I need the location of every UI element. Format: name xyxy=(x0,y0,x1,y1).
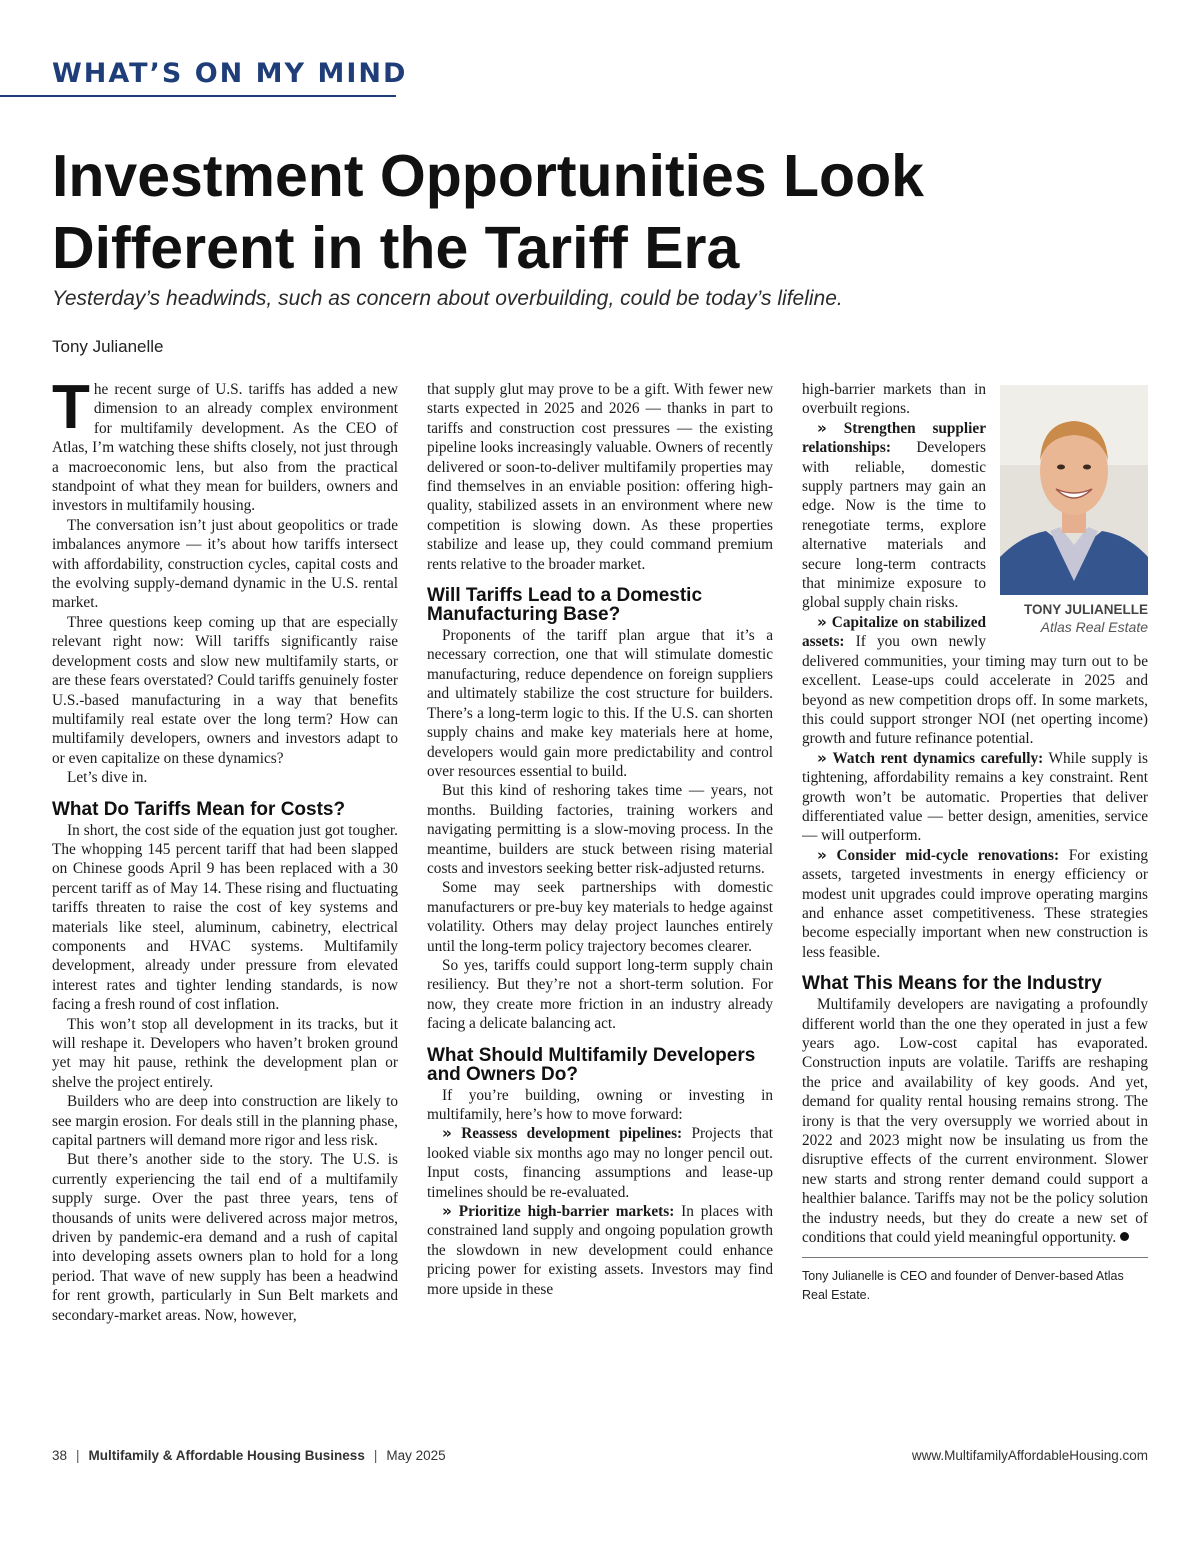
chevron-icon: » xyxy=(817,845,827,864)
chevron-icon: » xyxy=(442,1124,452,1143)
author-portrait xyxy=(1000,385,1148,595)
footer-url: www.MultifamilyAffordableHousing.com xyxy=(911,1448,1148,1463)
column-2 xyxy=(427,380,773,1299)
chevron-icon: » xyxy=(817,612,827,631)
column-3 xyxy=(802,380,1148,1305)
footer-separator: | xyxy=(373,1448,378,1463)
byline: Tony Julianelle xyxy=(52,337,164,356)
end-mark-icon xyxy=(1120,1232,1129,1241)
paragraph: Some may seek partnerships with domestic manufacturers or pre-buy key materials to hedge against volatility. Others may delay project launches entirely until the long-term policy trajectory becomes clearer. xyxy=(427,879,773,955)
bullet-rent-dynamics xyxy=(802,749,1148,846)
author-photo-box xyxy=(1000,385,1148,636)
bullet-lead: Watch rent dynamics carefully: xyxy=(832,749,1044,767)
paragraph-text: he recent surge of U.S. tariffs has added a new dimension to an already complex environment for multifamily development. As the CEO of Atlas, I’m watching these shifts closely, not just through a macroeconomic lens, but also from the practical standpoint of what they mean for builders, owners and investors in multifamily housing. xyxy=(52,381,398,515)
subheading-costs: What Do Tariffs Mean for Costs? xyxy=(52,798,346,820)
bullet-lead: Consider mid-cycle renovations: xyxy=(836,846,1060,864)
chevron-icon: » xyxy=(817,418,827,437)
kicker-rule xyxy=(0,95,396,97)
paragraph: But this kind of reshoring takes time — years, not months. Building factories, training workers and navigating permitting is a slow-moving process. In the meantime, builders are stuck between rising material costs and investors seeking better risk-adjusted returns. xyxy=(427,782,773,877)
issue-date: May 2025 xyxy=(386,1448,446,1463)
chevron-icon: » xyxy=(817,748,827,767)
page-footer xyxy=(52,1448,446,1463)
bullet-text: Projects that looked viable six months ago may no longer pencil out. Input costs, financing assumptions and lease-up timelines should be re-evaluated. xyxy=(427,1125,773,1201)
paragraph xyxy=(802,995,1148,1247)
photo-caption-name: TONY JULIANELLE xyxy=(1023,602,1148,617)
footer-separator: | xyxy=(76,1448,80,1463)
drop-cap: T xyxy=(52,373,90,442)
bullet-text: For existing assets, targeted investments in energy efficiency or modest unit upgrades could improve operating margins and enhance asset competitiveness. These strategies become especially important when new construction is less feasible. xyxy=(802,846,1148,961)
bullet-high-barrier-markets xyxy=(427,1202,773,1299)
chevron-icon: » xyxy=(442,1202,452,1221)
bullet-text: While supply is tightening, affordability remains a key constraint. Rent growth won’t be automatic. Properties that deliver differentiated value — better design, amenities, service — will outperform. xyxy=(802,749,1149,845)
subheading-domestic-manufacturing: Will Tariffs Lead to a Domestic Manufacturing Base? xyxy=(427,585,703,626)
column-1 xyxy=(52,373,398,1325)
paragraph xyxy=(52,373,398,516)
paragraph: But there’s another side to the story. The U.S. is currently experiencing the tail end of a multifamily supply surge. Over the past three years, tens of thousands of units were delivered across major metros, driven by pandemic-era demand and a rush of capital into developing assets owners plan to hold for a long period. That wave of new supply has been a headwind for rent growth, particularly in Sun Belt markets and secondary-market areas. Now, however, xyxy=(52,1151,398,1324)
bullet-lead: Reassess development pipelines: xyxy=(461,1125,683,1143)
paragraph: high-barrier markets than in overbuilt regions. xyxy=(802,381,986,418)
paragraph: Builders who are deep into construction are likely to see margin erosion. For deals still in the planning phase, capital partners will demand more rigor and less risk. xyxy=(52,1093,398,1150)
paragraph: that supply glut may prove to be a gift. With fewer new starts expected in 2025 and 2026 — thanks in part to tariffs and construction cost pressures — the existing pipeline looks increasingly valuable. Owners of recently delivered or soon-to-deliver multifamily properties may find themselves in an enviable position: offering high-quality, stabilized assets in an environment where new competition is slowing down. As these properties stabilize and lease up, they could command premium rents relative to the broader market. xyxy=(427,381,773,573)
author-bio: Tony Julianelle is CEO and founder of Denver-based Atlas Real Estate. xyxy=(802,1269,1124,1303)
bullet-lead: Strengthen supplier relationships: xyxy=(802,419,986,457)
bio-divider xyxy=(802,1257,1148,1258)
photo-caption-org: Atlas Real Estate xyxy=(1040,619,1148,635)
paragraph: Three questions keep coming up that are especially relevant right now: Will tariffs significantly raise development costs and slow new multifamily starts, or are these fears overstated? Could tariffs genuinely foster U.S.-based manufacturing in a way that benefits multifamily real estate over the long term? How can multifamily developers, owners and investors adapt to or even capitalize on these dynamics? xyxy=(52,613,398,767)
section-kicker: WHAT’S ON MY MIND xyxy=(52,58,408,89)
bullet-lead: Capitalize on stabilized assets: xyxy=(802,613,987,651)
bullet-text: Developers with reliable, domestic supply partners may gain an edge. Now is the time to renegotiate terms, explore alternative materials and secure long-term contracts that minimize exposure to global supply chain risks. xyxy=(802,439,986,612)
bullet-lead: Prioritize high-barrier markets: xyxy=(458,1203,675,1221)
paragraph: Let’s dive in. xyxy=(67,769,148,787)
bullet-text: In places with constrained land supply and ongoing population growth the slowdown in new development could enhance pricing power for existing assets. Investors may find more upside in these xyxy=(427,1203,774,1298)
magazine-name: Multifamily & Affordable Housing Business xyxy=(88,1448,365,1463)
bullet-mid-cycle-renovations xyxy=(802,846,1148,962)
paragraph: In short, the cost side of the equation just got tougher. The whopping 145 percent tariff that had been slapped on Chinese goods April 9 has been replaced with a 30 percent tariff as of May 14. These rising and fluctuating tariffs threaten to raise the cost of key systems and materials like steel, aluminum, cabinetry, electrical components and HVAC systems. Multifamily development, already under pressure from elevated interest rates and tighter lending standards, is now facing a fresh round of cost inflation. xyxy=(52,821,398,1014)
subheading-industry: What This Means for the Industry xyxy=(802,973,1102,995)
paragraph: The conversation isn’t just about geopolitics or trade imbalances anymore — it’s about how tariffs intersect with affordability, construction cycles, capital costs and the evolving supply-demand dynamic in the U.S. rental market. xyxy=(52,516,398,612)
subheading-what-should-do: What Should Multifamily Developers and Owners Do? xyxy=(427,1044,756,1085)
article-subtitle: Yesterday’s headwinds, such as concern about overbuilding, could be today’s lifeline. xyxy=(52,287,843,310)
paragraph: Proponents of the tariff plan argue that it’s a necessary correction, one that will stimulate domestic manufacturing, reduce dependence on foreign suppliers and ultimately stabilize the cost structure for builders. There’s a long-term logic to this. If the U.S. can shorten supply chains and make key materials here at home, developers would gain more predictability and control over resources essential to build. xyxy=(427,627,773,780)
paragraph: This won’t stop all development in its tracks, but it will reshape it. Developers who haven’t broken ground yet may hit pause, rethink the development plan or shelve the project entirely. xyxy=(52,1015,398,1091)
article-title: Investment Opportunities Look Different in the Tariff Era xyxy=(52,143,924,281)
paragraph: So yes, tariffs could support long-term supply chain resiliency. But they’re not a short-term solution. For now, they create more friction in an industry already facing a delicate balancing act. xyxy=(427,956,773,1033)
bullet-reassess-pipelines xyxy=(427,1124,773,1202)
page-number: 38 xyxy=(52,1448,68,1463)
paragraph: If you’re building, owning or investing in multifamily, here’s how to move forward: xyxy=(427,1086,773,1123)
paragraph-text: Multifamily developers are navigating a profoundly different world than the one they operated in just a few years ago. Low-cost capital has evaporated. Construction inputs are volatile. Tariffs are reshaping the price and availability of key goods. And yet, demand for quality rental housing remains strong. The irony is that the very oversupply we worried about in 2022 and 2023 might now be insulating us from the disruptive effects of the current environment. Slower new starts and strong renter demand could support a healthier balance. Tariffs may not be the policy solution the industry needs, but they do create a new set of conditions that could yield meaningful opportunity. xyxy=(802,996,1148,1247)
bullet-text: If you own newly delivered communities, your timing may turn out to be excellent. Lease-ups could accelerate in 2025 and beyond as new competition drops off. In some markets, this could support stronger NOI (net operting income) growth and future refinance potential. xyxy=(802,633,1148,748)
